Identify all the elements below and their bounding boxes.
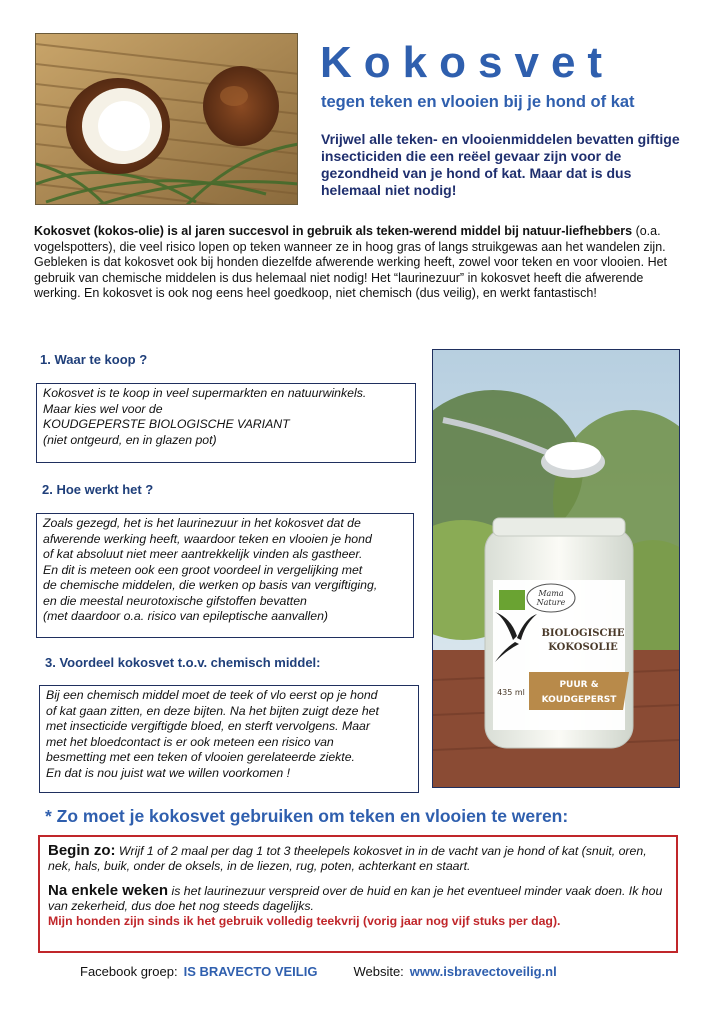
jar-brand-line1: Mama — [538, 589, 564, 598]
facebook-group-link[interactable]: IS BRAVECTO VEILIG — [183, 964, 318, 979]
coconut-photo — [35, 33, 298, 205]
website-label: Website: — [353, 964, 404, 979]
usage-box — [38, 835, 678, 953]
section-line: besmetting met een teken of vlooien gerelateerde ziekte. — [46, 750, 355, 764]
section-line: Bij een chemisch middel moet de teek of vlo eerst op je hond — [46, 688, 378, 702]
usage-later-text: is het laurinezuur verspreid over de huid en kan je het eventueel minder vaak doen. Ik hou van zekerheid, dus doe het nog steeds dagelijks. — [48, 884, 663, 913]
section-line: Kokosvet is te koop in veel supermarkten en natuurwinkels. — [43, 386, 367, 400]
section-line: afwerende werking heeft, waardoor teken en vlooien je hond — [43, 531, 372, 546]
section-heading-where-to-buy: 1. Waar te koop ? — [40, 352, 148, 367]
section-box-advantage — [39, 685, 419, 793]
intro-bold-lead: Kokosvet (kokos-olie) is al jaren succesvol in gebruik als teken-werend middel bij natuur-liefhebbers — [34, 224, 633, 238]
section-line: met het bloedcontact is er ook meteen een risico van — [46, 734, 334, 749]
section-line: met insecticide vergiftigde bloed, en sterft vervolgens. Maar — [46, 719, 370, 733]
section-line: of kat absoluut niet meer aantrekkelijk vinden als gastheer. — [43, 547, 363, 561]
section-line: En dat is nou juist wat we willen voorkomen ! — [46, 765, 291, 780]
coconut-image — [36, 34, 298, 205]
website-link[interactable]: www.isbravectoveilig.nl — [409, 964, 557, 979]
section-line: of kat gaan zitten, en deze bijten. Na het bijten zuigt deze het — [46, 703, 379, 718]
usage-begin — [48, 843, 668, 874]
facebook-label: Facebook groep: — [80, 964, 178, 979]
section-line: KOUDGEPERSTE BIOLOGISCHE VARIANT — [43, 417, 290, 431]
section-line: En dit is meteen ook een groot voordeel in vergelijking met — [43, 562, 363, 577]
jar-image — [433, 350, 679, 787]
jar-ribbon-line1: PUUR & — [559, 680, 599, 690]
intro-body: (o.a. vogelspotters), die veel risico lopen op teken wanneer ze in hoog gras of langs struikgewas aan het wandelen zijn. Gebleken is dat kokosvet ook bij honden diezelfde afwerende werking heeft, zowel voor teken en voor vlooien. Het gebruik van chemische middelen is dus helemaal niet nodig! Het “laurinezuur” in kokosvet heeft die afwerende werking. En kokosvet is ook nog eens heel goedkoop, niet chemisch (dus veilig), en werkt fantastisch! — [34, 224, 668, 301]
eu-organic-logo — [499, 590, 525, 610]
usage-later — [48, 883, 668, 914]
usage-begin-text: Wrijf 1 of 2 maal per dag 1 tot 3 theelepels kokosvet in in de vacht van je hond of kat (snuit, oren, nek, hals, buik, onder de oksels, in de liezen, rug, poten, achterkant en staart. — [48, 844, 647, 873]
section-line: Maar kies wel voor de — [43, 401, 163, 416]
section-line: en die meestal neurotoxische gifstoffen bevatten — [43, 593, 307, 608]
usage-begin-label: Begin zo: — [48, 842, 116, 859]
page-title: Kokosvet — [320, 38, 615, 87]
jar-brand-line2: Nature — [536, 598, 566, 607]
section-line: (niet ontgeurd, en in glazen pot) — [43, 432, 217, 447]
jar-ribbon-line2: KOUDGEPERST — [541, 695, 617, 705]
jar-volume: 435 ml — [497, 688, 525, 697]
intro-paragraph — [34, 224, 686, 302]
footer — [80, 964, 680, 980]
jar-product-line1: BIOLOGISCHE — [541, 628, 625, 639]
coconut-oil-jar-photo — [432, 349, 680, 788]
jar-product-line2: KOKOSOLIE — [548, 642, 618, 653]
section-line: Zoals gezegd, het is het laurinezuur in het kokosvet dat de — [43, 516, 361, 530]
page-subtitle: tegen teken en vlooien bij je hond of kat — [321, 93, 635, 111]
usage-heading: * Zo moet je kokosvet gebruiken om teken en vlooien te weren: — [45, 806, 569, 826]
section-line: de chemische middelen, die werken op basis van vergiftiging, — [43, 578, 378, 592]
section-line: (met daardoor o.a. risico van epileptische aanvallen) — [43, 609, 329, 623]
usage-later-label: Na enkele weken — [48, 882, 169, 899]
intro-warning: Vrijwel alle teken- en vlooienmiddelen bevatten giftige insecticiden die een reëel gevaar zijn voor de gezondheid van je hond of kat. Maar dat is dus helemaal niet nodig! — [321, 131, 680, 198]
section-heading-how-it-works: 2. Hoe werkt het ? — [42, 482, 154, 497]
section-box-how-it-works — [36, 513, 414, 638]
section-heading-advantage: 3. Voordeel kokosvet t.o.v. chemisch middel: — [45, 655, 321, 670]
usage-red-note: Mijn honden zijn sinds ik het gebruik volledig teekvrij (vorig jaar nog vijf stuks per dag). — [48, 914, 561, 928]
section-box-where-to-buy — [36, 383, 416, 463]
